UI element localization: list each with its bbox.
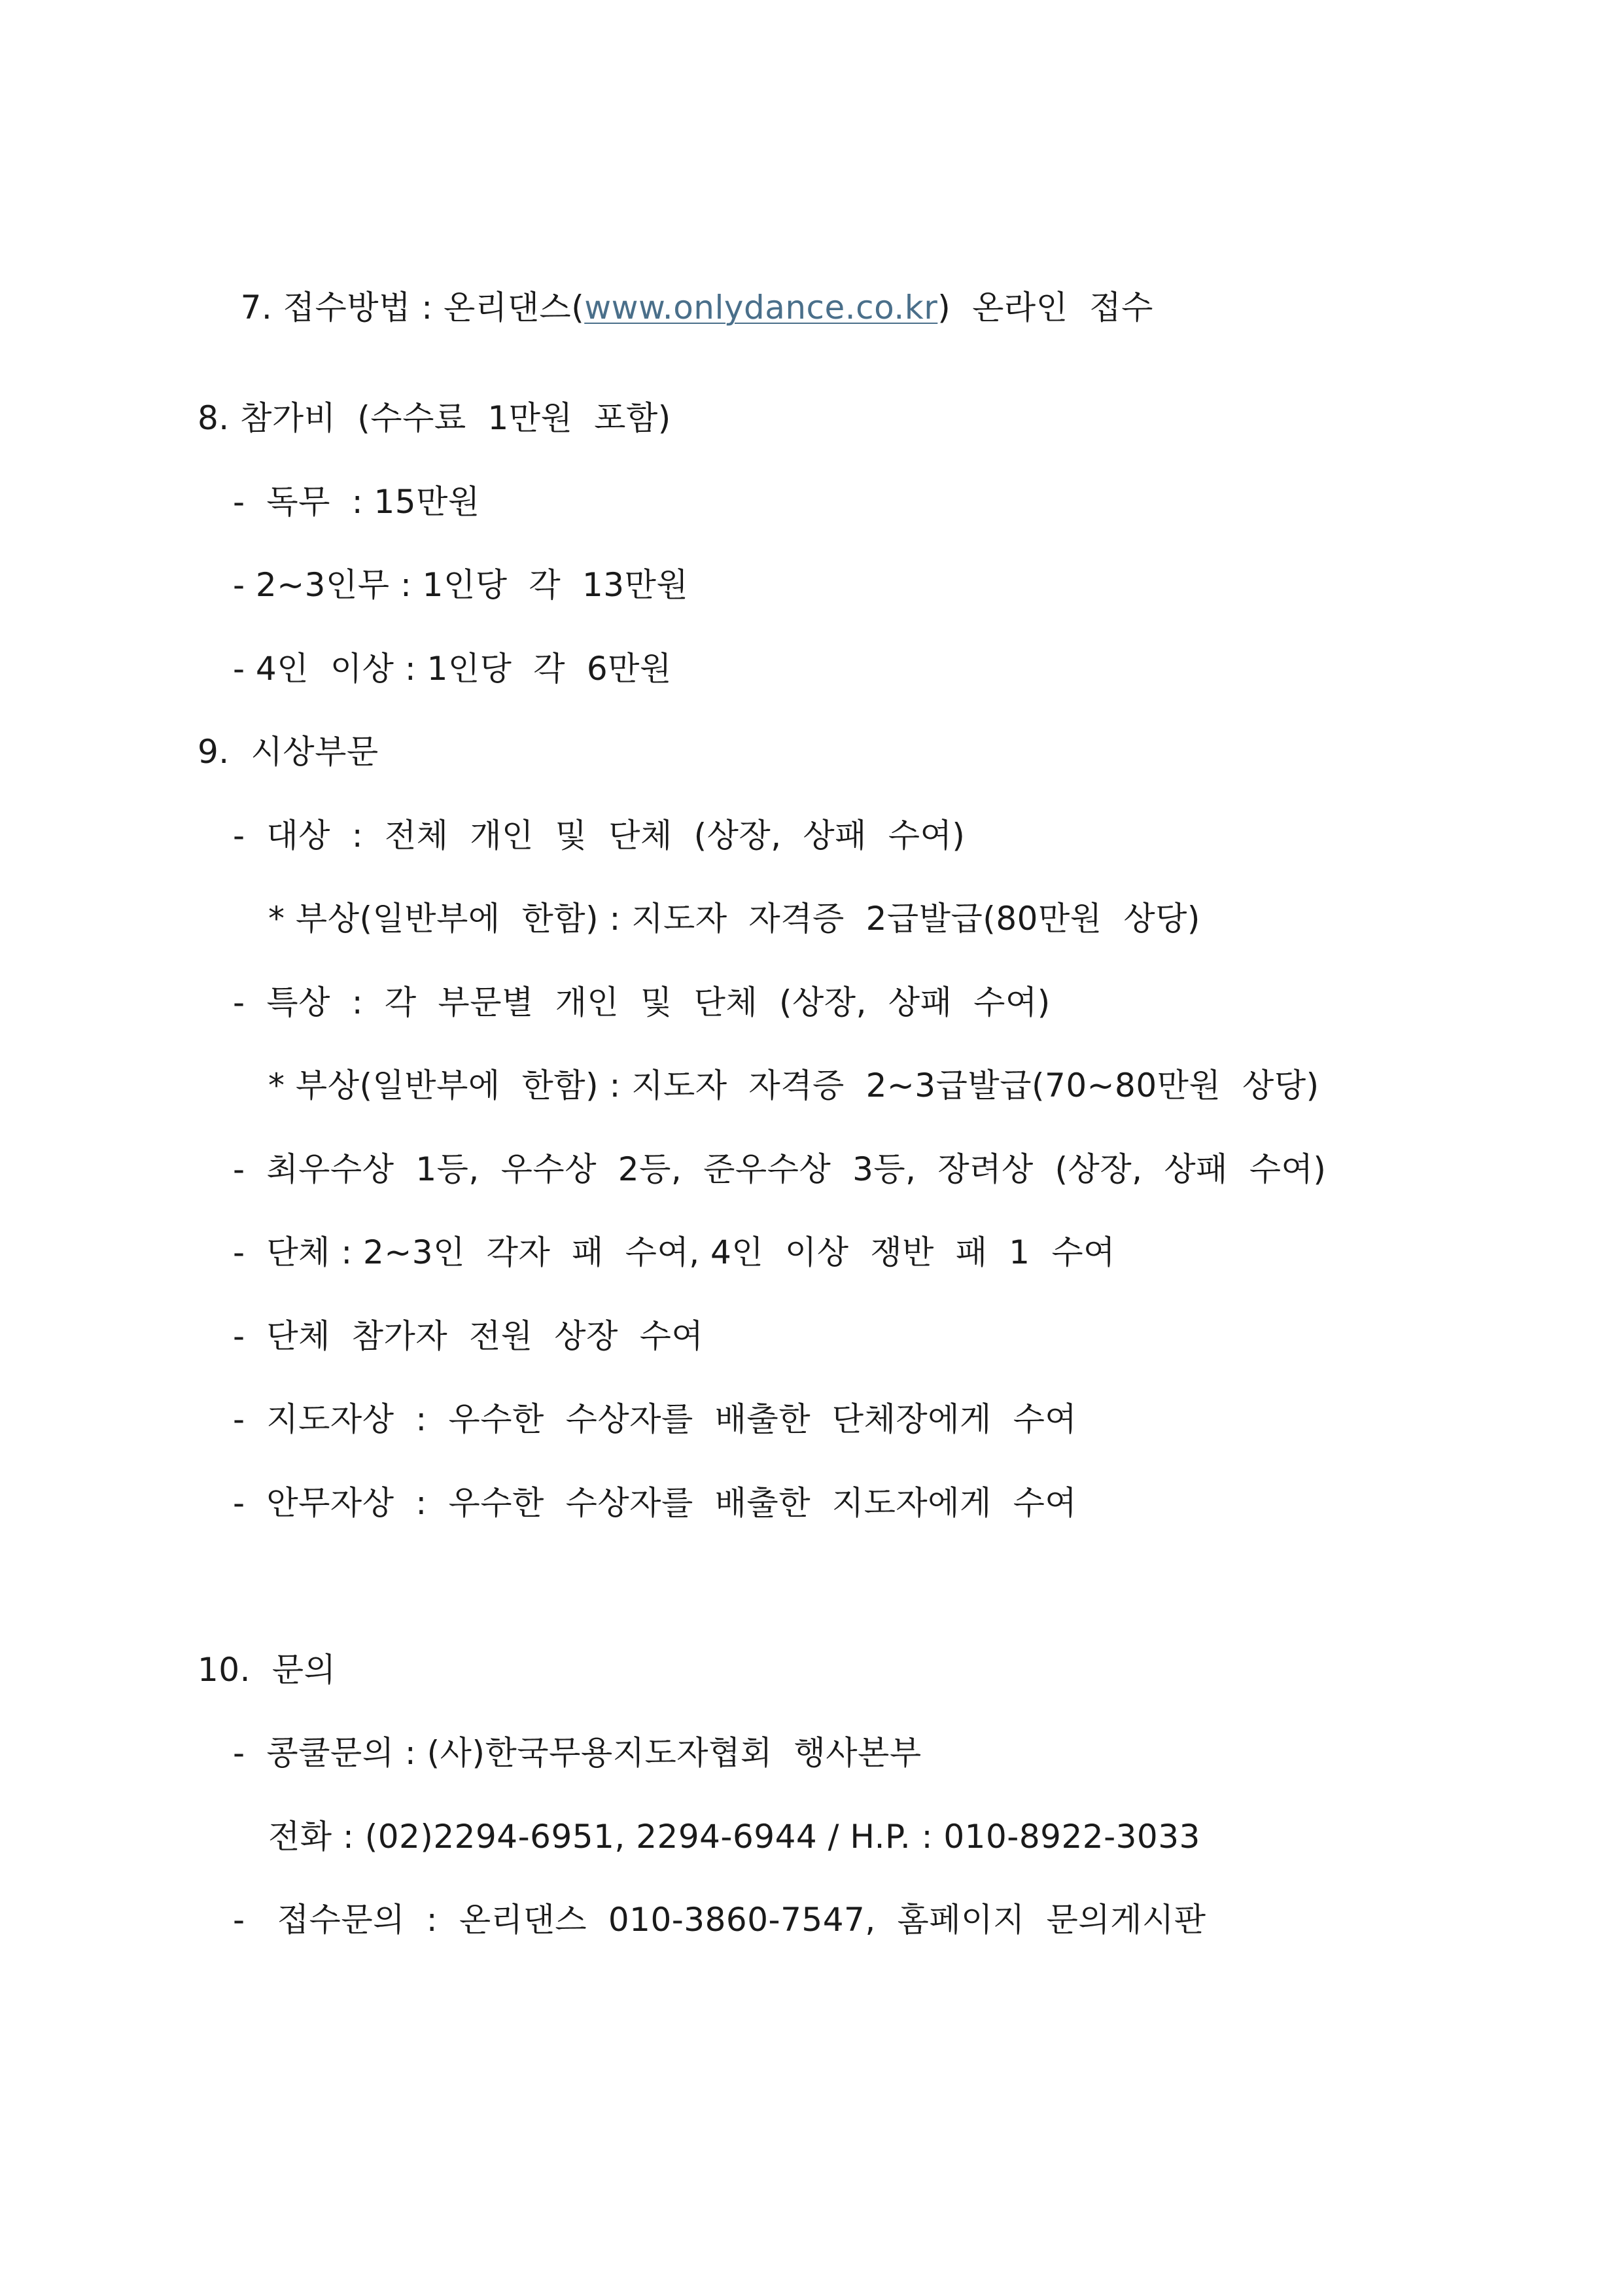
fee-item-duo-trio: - 2~3인무 : 1인당 각 13만원 — [233, 566, 689, 604]
award-item-choreographer: - 안무자상 : 우수한 수상자를 배출한 지도자에게 수여 — [233, 1484, 1077, 1522]
section-10-heading: 10. 문의 — [198, 1651, 336, 1689]
fee-item-group: - 4인 이상 : 1인당 각 6만원 — [233, 650, 672, 688]
fee-item-solo: - 독무 : 15만원 — [233, 483, 480, 521]
award-item-leader: - 지도자상 : 우수한 수상자를 배출한 단체장에게 수여 — [233, 1400, 1077, 1438]
section-8-heading: 8. 참가비 (수수료 1만원 포함) — [198, 399, 671, 437]
section-7-prefix: 7. 접수방법 : 온리댄스( — [240, 289, 585, 327]
award-item-grand-prize-bonus: * 부상(일반부에 한함) : 지도자 자격증 2급발급(80만원 상당) — [268, 900, 1200, 938]
award-item-special-prize: - 특상 : 각 부문별 개인 및 단체 (상장, 상패 수여) — [233, 983, 1051, 1021]
award-item-rankings: - 최우수상 1등, 우수상 2등, 준우수상 3등, 장려상 (상장, 상패 수여) — [233, 1150, 1327, 1188]
section-7-suffix: ) 온라인 접수 — [937, 289, 1153, 327]
section-9-heading: 9. 시상부문 — [198, 733, 379, 771]
award-item-special-prize-bonus: * 부상(일반부에 한함) : 지도자 자격증 2~3급발급(70~80만원 상당) — [268, 1067, 1319, 1104]
contact-item-phone: 전화 : (02)2294-6951, 2294-6944 / H.P. : 010-8922-3033 — [268, 1818, 1200, 1856]
award-item-group-certificate: - 단체 참가자 전원 상장 수여 — [233, 1317, 704, 1355]
section-7-line — [198, 245, 1153, 370]
award-item-grand-prize: - 대상 : 전체 개인 및 단체 (상장, 상패 수여) — [233, 817, 966, 855]
award-item-group: - 단체 : 2~3인 각자 패 수여, 4인 이상 쟁반 패 1 수여 — [233, 1233, 1115, 1271]
onlydance-link[interactable]: www.onlydance.co.kr — [584, 289, 938, 327]
contact-item-registration: - 접수문의 : 온리댄스 010-3860-7547, 홈페이지 문의게시판 — [233, 1901, 1206, 1939]
contact-item-contest: - 콩쿨문의 : (사)한국무용지도자협회 행사본부 — [233, 1734, 922, 1772]
